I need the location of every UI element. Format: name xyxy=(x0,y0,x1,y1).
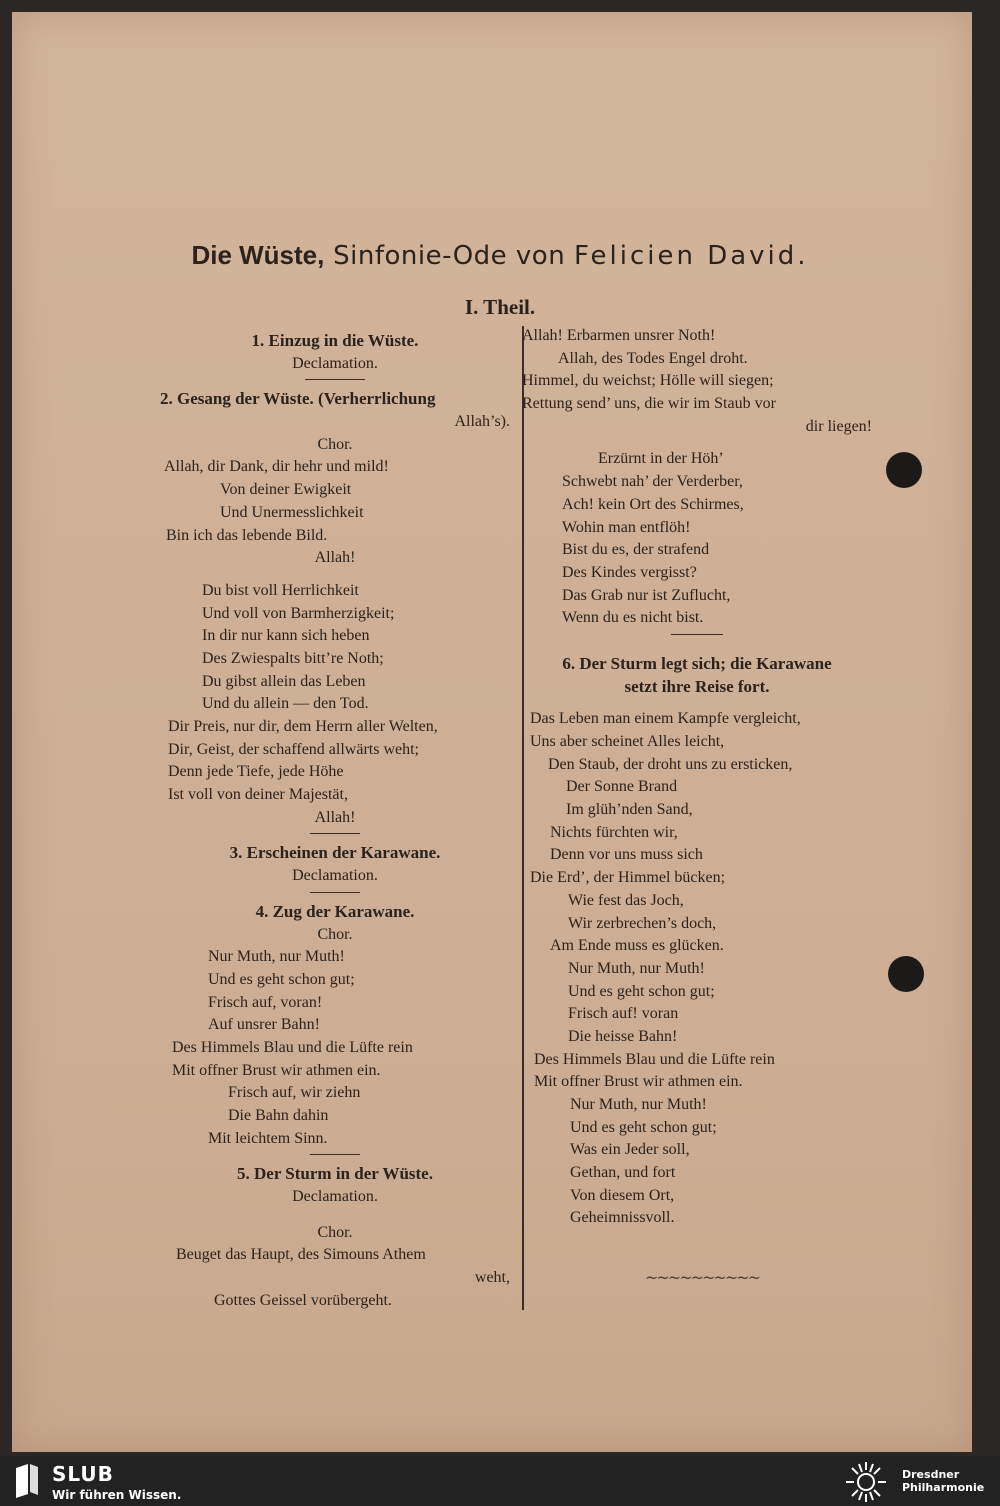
verse-line: Des Himmels Blau und die Lüfte rein xyxy=(172,1038,413,1056)
verse-line: Wenn du es nicht bist. xyxy=(562,609,704,627)
verse-line: Himmel, du weichst; Hölle will siegen; xyxy=(522,372,774,390)
verse-line: In dir nur kann sich heben xyxy=(202,627,370,645)
verse-line: Die Erd’, der Himmel bücken; xyxy=(530,869,726,887)
section-heading: 6. Der Sturm legt sich; die Karawane xyxy=(562,653,832,673)
verse-line: Des Himmels Blau und die Lüfte rein xyxy=(534,1050,775,1068)
verse-line: Und voll von Barmherzigkeit; xyxy=(202,604,395,622)
verse-line: Bin ich das lebende Bild. xyxy=(166,526,328,544)
verse-line: Gottes Geissel vorübergeht. xyxy=(214,1291,392,1309)
verse-line: Denn jede Tiefe, jede Höhe xyxy=(168,763,344,781)
verse-line: Allah! xyxy=(314,549,356,567)
section-rule xyxy=(310,833,360,834)
verse-line: Mit leichtem Sinn. xyxy=(208,1129,328,1147)
verse-line: Wir zerbrechen’s doch, xyxy=(568,914,717,932)
verse-line: Dir, Geist, der schaffend allwärts weht; xyxy=(168,740,419,758)
verse-line: Gethan, und fort xyxy=(570,1164,676,1182)
verse-line: Chor. xyxy=(317,435,353,453)
verse-line: Des Kindes vergisst? xyxy=(562,563,697,581)
punch-hole xyxy=(886,452,922,488)
slub-logo-icon xyxy=(14,1464,40,1498)
verse-line: Von deiner Ewigkeit xyxy=(220,481,352,499)
verse-line: Mit offner Brust wir athmen ein. xyxy=(172,1061,381,1079)
section-heading: 1. Einzug in die Wüste. xyxy=(251,331,419,350)
verse-line: Am Ende muss es glücken. xyxy=(550,937,724,955)
verse-line: Chor. xyxy=(317,925,353,943)
verse-line: Erzürnt in der Höh’ xyxy=(598,450,724,468)
verse-line: Wie fest das Joch, xyxy=(568,891,684,909)
part-heading: I. Theil. xyxy=(464,295,536,319)
verse-line: Schwebt nah’ der Verderber, xyxy=(562,473,743,491)
philharmonie-logo-icon xyxy=(842,1461,890,1503)
verse-line: Was ein Jeder soll, xyxy=(570,1141,690,1159)
verse-line: Declamation. xyxy=(292,867,378,885)
verse-line: Du bist voll Herrlichkeit xyxy=(202,581,359,599)
verse-line: Allah, des Todes Engel droht. xyxy=(558,349,748,367)
verse-line: Denn vor uns muss sich xyxy=(550,846,703,864)
partner-name-line1: Dresdner xyxy=(902,1468,960,1481)
verse-line: Dir Preis, nur dir, dem Herrn aller Welten, xyxy=(168,718,438,735)
section-heading: 5. Der Sturm in der Wüste. xyxy=(237,1164,433,1184)
verse-line: Ach! kein Ort des Schirmes, xyxy=(562,495,744,513)
verse-line: Declamation. xyxy=(292,1188,378,1206)
library-tagline: Wir führen Wissen. xyxy=(52,1488,182,1502)
verse-line: Nur Muth, nur Muth! xyxy=(570,1096,707,1113)
section-heading: 4. Zug der Karawane. xyxy=(255,901,415,921)
verse-line: Nichts fürchten wir, xyxy=(550,823,678,841)
partner-name-line2: Philharmonie xyxy=(902,1481,985,1494)
verse-line: Die heisse Bahn! xyxy=(568,1027,678,1045)
verse-line: Frisch auf, voran! xyxy=(208,993,323,1011)
verse-line: Der Sonne Brand xyxy=(566,778,678,796)
verse-line: Und es geht schon gut; xyxy=(568,982,715,1000)
verse-line: Nur Muth, nur Muth! xyxy=(568,959,705,977)
verse-line: Mit offner Brust wir athmen ein. xyxy=(534,1073,743,1091)
verse-line: Allah’s). xyxy=(454,413,510,431)
library-name: SLUB xyxy=(52,1462,114,1486)
title-composer: Felicien David. xyxy=(573,241,809,271)
page-title xyxy=(140,240,860,271)
verse-line: Die Bahn dahin xyxy=(228,1107,329,1124)
verse-line: Und es geht schon gut; xyxy=(208,970,355,988)
verse-line: Frisch auf, wir ziehn xyxy=(228,1084,361,1102)
left-column xyxy=(160,330,510,1313)
verse-line: Und es geht schon gut; xyxy=(570,1118,717,1136)
section-heading: setzt ihre Reise fort. xyxy=(624,676,770,696)
verse-line: Im glüh’nden Sand, xyxy=(566,801,693,819)
section-heading: 2. Gesang der Wüste. (Verherrlichung xyxy=(160,389,436,409)
partner-name xyxy=(902,1468,984,1494)
verse-line: Allah, dir Dank, dir hehr und mild! xyxy=(164,458,389,476)
end-ornament: ~~~~~~~~~~ xyxy=(644,1268,760,1287)
verse-line: Beuget das Haupt, des Simouns Athem xyxy=(176,1246,426,1264)
verse-line: Und Unermesslichkeit xyxy=(220,503,364,521)
verse-line: Uns aber scheinet Alles leicht, xyxy=(530,733,725,750)
verse-line: Bist du es, der strafend xyxy=(562,541,710,559)
verse-line: Und du allein — den Tod. xyxy=(202,695,369,713)
verse-line: Von diesem Ort, xyxy=(570,1186,675,1204)
section-rule xyxy=(310,1154,360,1155)
stanza-gap xyxy=(522,643,872,653)
stanza-gap xyxy=(522,438,872,448)
stanza-gap xyxy=(160,570,510,580)
verse-line: Nur Muth, nur Muth! xyxy=(208,948,345,966)
verse-line: Das Grab nur ist Zuflucht, xyxy=(562,586,731,604)
section-rule xyxy=(310,892,360,893)
verse-line: Auf unsrer Bahn! xyxy=(208,1016,320,1034)
verse-line: Das Leben man einem Kampfe vergleicht, xyxy=(530,710,801,728)
punch-hole xyxy=(888,956,924,992)
verse-line: Du gibst allein das Leben xyxy=(202,672,366,690)
section-heading: 3. Erscheinen der Karawane. xyxy=(229,843,441,863)
section-rule xyxy=(305,379,365,380)
stanza-gap xyxy=(522,698,872,708)
footer-bar xyxy=(0,1456,1000,1506)
right-column xyxy=(522,325,872,1230)
verse-line: Frisch auf! voran xyxy=(568,1005,679,1023)
verse-line: Declamation. xyxy=(292,354,378,372)
verse-line: Allah! Erbarmen unsrer Noth! xyxy=(522,327,716,344)
verse-line: Rettung send’ uns, die wir im Staub vor xyxy=(522,395,776,413)
section-rule xyxy=(671,634,723,635)
verse-line: Ist voll von deiner Majestät, xyxy=(168,786,348,804)
verse-line: Allah! xyxy=(314,808,356,826)
verse-line: Wohin man entflöh! xyxy=(562,518,691,536)
title-subtitle: Sinfonie-Ode von xyxy=(324,241,574,271)
verse-line: Geheimnissvoll. xyxy=(570,1209,675,1227)
title-work: Die Wüste, xyxy=(191,240,325,270)
verse-line: Den Staub, der droht uns zu ersticken, xyxy=(548,755,793,773)
verse-line: Des Zwiespalts bitt’re Noth; xyxy=(202,649,384,667)
verse-line: Chor. xyxy=(317,1223,353,1241)
verse-line: weht, xyxy=(474,1269,510,1287)
verse-line: dir liegen! xyxy=(805,417,872,435)
